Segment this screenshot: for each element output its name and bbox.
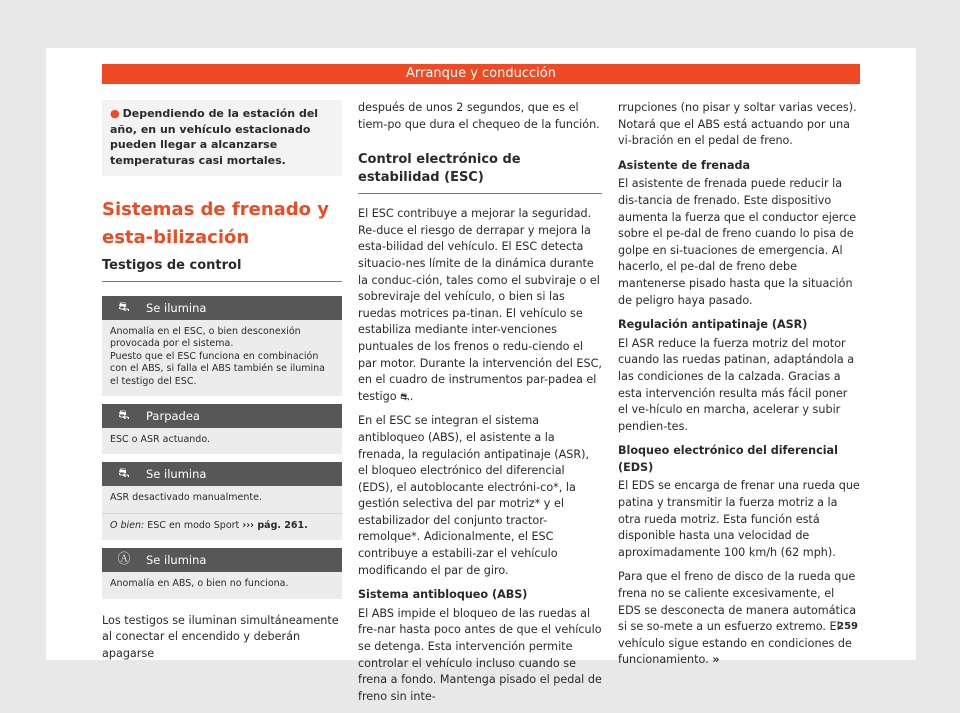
- paragraph-text: El ESC contribuye a mejorar la seguridad. Re-duce el riesgo de derrapar y mejora la esta-bilidad del vehículo. El ESC detecta situacio-nes límite de la dinámica durante la conduc-ción, tales como el subviraje o el sobreviraje del vehículo, o bien si las ruedas motrices pa-tinan. El vehículo se estabiliza mediante inter-venciones puntuales de los frenos o redu-ciendo el par motor. Durante la intervención del ESC, en el cuadro de instrumentos par-padea el testigo: [358, 207, 602, 403]
- warning-box: [102, 100, 342, 176]
- bullet-icon: ●: [110, 107, 120, 120]
- light-header: [102, 462, 342, 486]
- light-description-alt: [102, 513, 342, 540]
- column-2: [358, 100, 602, 713]
- light-header: [102, 548, 342, 572]
- paragraph: [618, 569, 860, 669]
- light-description: [102, 320, 342, 396]
- paragraph: El EDS se encarga de frenar una rueda que patina y transmitir la fuerza motriz a la otra rueda motriz. Esta función está disponible hasta una velocidad de aproximadamente 100 km/h (62 mph).: [618, 479, 860, 559]
- abs-heading: Sistema antibloqueo (ABS): [358, 588, 528, 602]
- light-header: [102, 404, 342, 428]
- paragraph: En el ESC se integran el sistema antibloqueo (ABS), el asistente a la frenada, la regulación antipatinaje (ASR), el bloqueo electrónico del diferencial (EDS), el autoblocante electróni-co*, la gestión selectiva del par motriz* y el estabilizador del conjunto tractor-remolque*. Adicionalmente, el ESC contribuye a estabili-zar el vehículo modificando el par de giro.: [358, 414, 590, 577]
- esc-section-title: Control electrónico de estabilidad (ESC): [358, 151, 602, 194]
- light-status: Se ilumina: [146, 300, 207, 315]
- light-description: Anomalía en ABS, o bien no funciona.: [102, 572, 342, 598]
- alt-label: O bien:: [110, 519, 145, 531]
- paragraph: El ABS impide el bloqueo de las ruedas al fre-nar hasta poco antes de que el vehículo se detenga. Esta intervención permite controlar el vehículo incluso cuando se frena a fondo. Mantenga pisado el pedal de freno sin inte-: [358, 606, 602, 703]
- warning-text: Dependiendo de la estación del año, en un vehículo estacionado pueden llegar a alcanzarse temperaturas casi mortales.: [110, 107, 319, 167]
- column-1: [102, 100, 342, 670]
- paragraph: El ESC contribuye a mejorar la seguridad. Re-duce el riesgo de derrapar y mejora la esta-bilidad del vehículo. El ESC detecta situacio-nes límite de la dinámica durante la conduc-ción, tales como el subviraje o el sobreviraje del vehículo, o bien si las ruedas motrices pa-tinan. El vehículo se estabiliza mediante inter-venciones puntuales de los frenos o redu-ciendo el par motor. Durante la intervención del ESC, en el cuadro de instrumentos par-padea el testigo ⛐.: [358, 207, 602, 403]
- light-description: ESC o ASR actuando.: [102, 428, 342, 454]
- light-header: [102, 296, 342, 320]
- paragraph: después de unos 2 segundos, que es el tiem-po que dura el chequeo de la función.: [358, 101, 600, 131]
- esc-icon: ⛐: [118, 299, 130, 315]
- page-number: 259: [837, 621, 858, 632]
- paragraph: El asistente de frenada puede reducir la dis-tancia de frenado. Este dispositivo aumenta la fuerza que el conductor ejerce sobre el pe-dal de freno cuando lo pisa de golpe en si-tuaciones de emergencia. Al hacerlo, el pe-dal de freno debe mantenerse pisado hasta que la situación de peligro haya pasado.: [618, 177, 857, 307]
- esc-icon: ⛐: [118, 407, 130, 423]
- light-status: Se ilumina: [146, 467, 207, 482]
- light-status: Se ilumina: [146, 552, 207, 567]
- brake-assist-heading: Asistente de frenada: [618, 158, 751, 172]
- continue-marker: »: [712, 653, 720, 667]
- paragraph: Los testigos se iluminan simultáneamente al conectar el encendido y deberán apagarse: [102, 613, 339, 660]
- page-reference-link[interactable]: ››› pág. 261.: [242, 519, 308, 531]
- section-title: Sistemas de frenado y esta-bilización: [102, 199, 330, 249]
- abs-icon: Ⓐ: [117, 551, 131, 567]
- alt-text: ESC en modo Sport: [147, 519, 240, 531]
- eds-heading: Bloqueo electrónico del diferencial (EDS): [618, 444, 838, 474]
- paragraph: rrupciones (no pisar y soltar varias veces). Notará que el ABS está actuando por una vi-bración en el pedal de freno.: [618, 101, 857, 148]
- light-status: Parpadea: [146, 408, 200, 423]
- paragraph: El ASR reduce la fuerza motriz del motor cuando las ruedas patinan, adaptándola a las condiciones de la calzada. Gracias a esta intervención resulta más fácil poner el ve-hículo en marcha, acelerar y subir pendien-tes.: [618, 336, 855, 433]
- asr-heading: Regulación antipatinaje (ASR): [618, 318, 808, 332]
- column-3: [618, 100, 860, 677]
- paragraph-text: Para que el freno de disco de la rueda que frena no se caliente excesivamente, el EDS se desconecta de manera automática si se so-mete a un esfuerzo extremo. El vehículo sigue estando en condiciones de funcionamiento.: [618, 570, 857, 667]
- esc-icon: ⛐: [400, 389, 410, 403]
- light-description: ASR desactivado manualmente.: [102, 486, 342, 512]
- esc-off-icon: ⛐: [118, 466, 130, 482]
- chapter-header: Arranque y conducción: [102, 64, 860, 84]
- light-text: Anomalía en el ESC, o bien desconexión provocada por el sistema. Puesto que el ESC funciona en combinación con el ABS, si falla el ABS también se ilumina el testigo del ESC.: [110, 325, 326, 387]
- subsection-title: Testigos de control: [102, 258, 342, 282]
